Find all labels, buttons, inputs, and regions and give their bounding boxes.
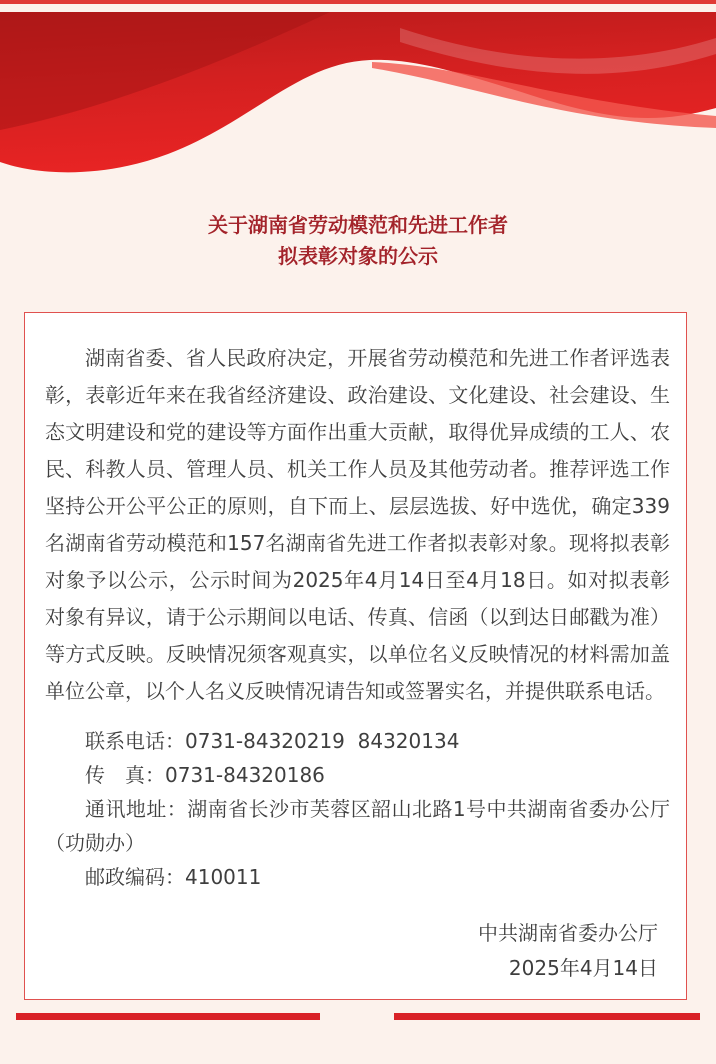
signature-org: 中共湖南省委办公厅: [478, 921, 658, 945]
bottom-divider-left: [16, 1013, 320, 1020]
contact-phone-line: 联系电话：0731-84320219 84320134: [85, 729, 460, 753]
signature-date: 2025年4月14日: [508, 956, 658, 980]
notice-card: [24, 312, 687, 1000]
contact-address-line: 通讯地址：湖南省长沙市芙蓉区韶山北路1号中共湖南省委办公厅（功勋办）: [45, 797, 670, 855]
notice-title: [0, 210, 716, 272]
title-line-1: 关于湖南省劳动模范和先进工作者: [208, 213, 508, 237]
red-wave-banner: [0, 4, 716, 176]
contact-block: [45, 724, 670, 894]
contact-postcode-line: 邮政编码：410011: [85, 865, 262, 889]
title-line-2: 拟表彰对象的公示: [278, 244, 438, 268]
contact-fax-line: 传 真：0731-84320186: [85, 763, 325, 787]
notice-paragraph: 湖南省委、省人民政府决定，开展省劳动模范和先进工作者评选表彰，表彰近年来在我省经济建设、政治建设、文化建设、社会建设、生态文明建设和党的建设等方面作出重大贡献，取得优异成绩的工人、农民、科教人员、管理人员、机关工作人员及其他劳动者。推荐评选工作坚持公开公平公正的原则，自下而上、层层选拔、好中选优，确定339名湖南省劳动模范和157名湖南省先进工作者拟表彰对象。现将拟表彰对象予以公示，公示时间为2025年4月14日至4月18日。如对拟表彰对象有异议，请于公示期间以电话、传真、信函（以到达日邮戳为准）等方式反映。反映情况须客观真实，以单位名义反映情况的材料需加盖单位公章，以个人名义反映情况请告知或签署实名，并提供联系电话。: [45, 346, 670, 703]
bottom-divider-right: [394, 1013, 700, 1020]
signature-block: [45, 916, 670, 986]
